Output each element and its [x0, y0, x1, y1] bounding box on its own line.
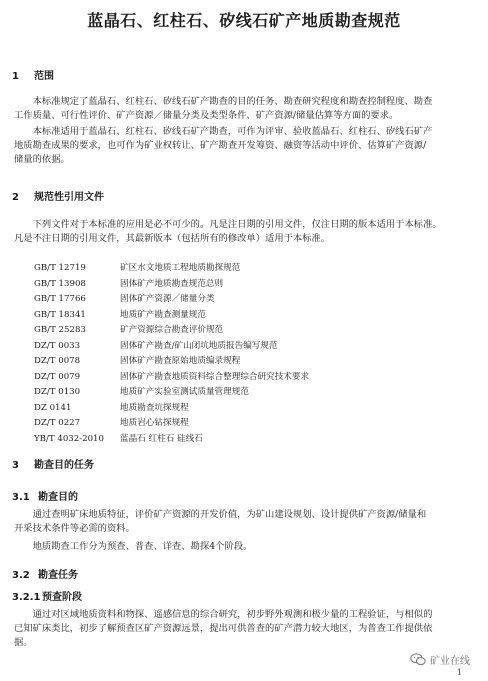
section-number: 3.2.1	[12, 592, 41, 603]
reference-title: 固体矿产地质勘查规范总则	[120, 278, 224, 289]
text-line: 凡是不注日期的引用文件，其最新版本（包括所有的修改单）适用于本标准。	[14, 233, 331, 244]
reference-code: YB/T 4032-2010	[34, 433, 104, 444]
reference-code: DZ 0141	[34, 402, 72, 413]
section-number: 3.2	[12, 570, 30, 581]
section-number: 2	[12, 192, 19, 203]
section-title: 勘查目的	[38, 492, 78, 503]
reference-title: 地质矿产勘查测量规范	[120, 309, 206, 320]
reference-code: GB/T 13908	[34, 278, 86, 289]
reference-title: 矿区水文地质工程地质勘探规范	[120, 263, 241, 273]
section-title: 范围	[34, 71, 54, 82]
reference-title: 地质勘查坑探规程	[120, 402, 189, 413]
wechat-icon	[410, 653, 426, 666]
text-line: 通过查明矿床地质特征，评价矿产资源的开发价值，为矿山建设规划、设计提供矿产资源/储量和	[14, 509, 427, 520]
scope-paragraph-1	[14, 95, 472, 123]
reference-item	[34, 370, 309, 386]
reference-title: 固体矿产勘查地质资料综合整理综合研究技术要求	[120, 371, 310, 382]
section-heading-3-1	[12, 488, 78, 503]
text-line: 工作质量、可行性评价、矿产资源／储量分类及类型条件、矿产资源/储量估算等方面的要求。	[14, 110, 399, 121]
text-line: 地质勘查成果的要求，也可作为矿业权转让、矿产勘查开发筹资、融资等活动中评价、估算矿产资源/	[14, 140, 427, 151]
section-heading-2	[12, 188, 104, 203]
text-line: 地质勘查工作分为预查、普查、详查、勘探4个阶段。	[14, 541, 253, 552]
purpose-paragraph-2	[14, 540, 472, 554]
section-title: 勘查目的任务	[34, 460, 94, 471]
text-line: 据。	[14, 637, 33, 648]
reference-item	[34, 277, 309, 293]
references-intro	[14, 218, 472, 246]
text-line: 下列文件对于本标准的应用是必不可少的。凡是注日期的引用文件，仅注日期的版本适用于本标准。	[14, 219, 442, 230]
reference-code: DZ/T 0130	[34, 387, 81, 397]
reference-code: DZ/T 0033	[34, 340, 81, 351]
reference-title: 地质矿产实验室测试质量管理规范	[120, 387, 249, 397]
section-title: 预查阶段	[42, 592, 82, 603]
section-number: 3	[12, 460, 19, 471]
reference-code: GB/T 17766	[34, 294, 86, 304]
text-line: 本标准适用于蓝晶石、红柱石、矽线石矿产勘查，可作为评审、验收蓝晶石、红柱石、矽线石矿产	[14, 126, 433, 137]
reference-code: DZ/T 0079	[34, 371, 81, 382]
reference-item	[34, 432, 309, 448]
section-number: 1	[12, 71, 19, 82]
section-number: 3.1	[12, 492, 30, 503]
reference-title: 地质岩心钻探规程	[120, 418, 189, 428]
text-line: 通过对区域地质资料和物探、遥感信息的综合研究，初步野外观测和极少量的工程验证，与相似的	[14, 609, 433, 620]
text-line: 已知矿床类比，初步了解预查区矿产资源远景，提出可供普查的矿产潜力较大地区，为普查工作提供依	[14, 623, 433, 634]
reference-title: 固体矿产资源／储量分类	[120, 294, 215, 304]
reference-item	[34, 339, 309, 355]
reference-title: 固体矿产勘查原始地质编录规程	[120, 356, 241, 366]
text-line: 本标准规定了蓝晶石、红柱石、矽线石矿产勘查的目的任务、勘查研究程度和勘查控制程度、勘查	[14, 96, 433, 107]
reference-code: GB/T 18341	[34, 309, 86, 320]
section-title: 规范性引用文件	[34, 192, 104, 203]
reference-item	[34, 416, 309, 432]
text-line: 储量的依据。	[14, 154, 70, 165]
reference-code: DZ/T 0078	[34, 356, 81, 366]
reference-title: 蓝晶石 红柱石 硅线石	[120, 433, 203, 444]
reference-item	[34, 261, 309, 277]
reference-item	[34, 385, 309, 401]
reference-title: 矿产资源综合勘查评价规范	[120, 325, 224, 335]
reference-title: 固体矿产勘查/矿山闭坑地质报告编写规范	[120, 340, 278, 351]
reference-item	[34, 401, 309, 417]
section-heading-3-2-1	[12, 588, 82, 603]
section-heading-3	[12, 456, 94, 471]
reference-item	[34, 292, 309, 308]
reference-item	[34, 323, 309, 339]
reference-code: GB/T 25283	[34, 325, 86, 335]
page-number: 1	[456, 668, 462, 677]
document-title: 蓝晶石、红柱石、矽线石矿产地质勘查规范	[87, 11, 401, 30]
reference-item	[34, 308, 309, 324]
prelim-paragraph	[14, 608, 472, 650]
section-title: 勘查任务	[38, 570, 78, 581]
purpose-paragraph-1	[14, 508, 472, 536]
scope-paragraph-2	[14, 125, 472, 167]
text-line: 开采技术条件等必需的资料。	[14, 523, 135, 534]
reference-item	[34, 354, 309, 370]
section-heading-3-2	[12, 566, 78, 581]
watermark-text: 矿业在线	[430, 656, 470, 667]
reference-code: DZ/T 0227	[34, 418, 81, 428]
watermark	[410, 652, 470, 667]
reference-code: GB/T 12719	[34, 263, 86, 273]
reference-list	[34, 261, 309, 447]
section-heading-1	[12, 67, 54, 82]
